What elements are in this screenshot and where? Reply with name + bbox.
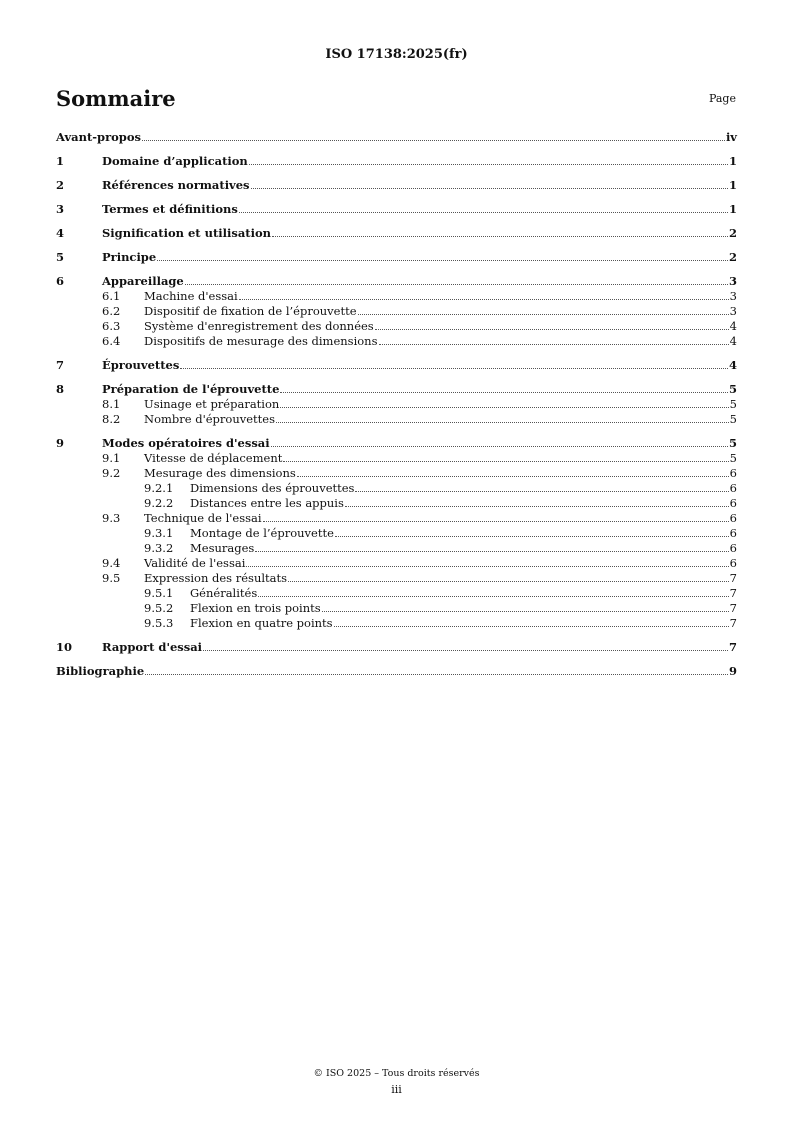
dot-leader [288, 572, 729, 582]
toc-spacer [56, 217, 737, 226]
dot-leader [249, 155, 728, 165]
toc-entry-page: 9 [728, 664, 737, 678]
toc-entry-label: Machine d'essai [144, 289, 238, 303]
toc-entry-page: 1 [728, 202, 737, 216]
page-title: Sommaire [56, 86, 176, 111]
toc-entry-number: 9.1 [102, 451, 121, 465]
toc-entry-page: iv [725, 130, 737, 144]
toc-entry-label: Vitesse de déplacement [144, 451, 283, 465]
toc-entry-page: 3 [729, 304, 737, 318]
toc-entry-label: Rapport d'essai [102, 640, 203, 654]
dot-leader [180, 359, 728, 369]
toc-entry[interactable] [56, 571, 737, 586]
toc-entry-page: 6 [729, 481, 737, 495]
toc-entry-label: Préparation de l'éprouvette [102, 382, 280, 396]
toc-entry-page: 2 [728, 226, 737, 240]
toc-spacer [56, 241, 737, 250]
dot-leader [280, 398, 728, 408]
page-footer [0, 1066, 793, 1098]
dot-leader [239, 290, 729, 300]
dot-leader [276, 413, 729, 423]
toc-entry[interactable] [56, 451, 737, 466]
dot-leader [375, 320, 729, 330]
toc-entry[interactable] [56, 334, 737, 349]
toc-entry-number: 10 [56, 640, 73, 654]
dot-leader [271, 437, 728, 447]
toc-entry[interactable] [56, 511, 737, 526]
dot-leader [283, 452, 728, 462]
toc-spacer [56, 427, 737, 436]
toc-entry-page: 7 [729, 571, 737, 585]
toc-spacer [56, 631, 737, 640]
dot-leader [255, 542, 728, 552]
copyright-notice: © ISO 2025 – Tous droits réservés [313, 1068, 480, 1079]
dot-leader [251, 179, 728, 189]
toc-spacer [56, 655, 737, 664]
toc-entry-number: 8 [56, 382, 65, 396]
toc-entry[interactable] [56, 526, 737, 541]
toc-entry-label: Principe [102, 250, 157, 264]
toc-entry-label: Dispositif de fixation de l’éprouvette [144, 304, 357, 318]
toc-entry[interactable] [56, 202, 737, 217]
toc-entry[interactable] [56, 640, 737, 655]
toc-entry-label: Expression des résultats [144, 571, 288, 585]
toc-entry[interactable] [56, 412, 737, 427]
toc-entry-label: Éprouvettes [102, 358, 180, 372]
toc-entry-label: Usinage et préparation [144, 397, 280, 411]
toc-entry-page: 7 [729, 601, 737, 615]
toc-entry-label: Technique de l'essai [144, 511, 262, 525]
toc-spacer [56, 169, 737, 178]
toc-entry[interactable] [56, 481, 737, 496]
toc-entry-number: 9.2 [102, 466, 121, 480]
toc-entry[interactable] [56, 304, 737, 319]
toc-entry-label: Domaine d’application [102, 154, 248, 168]
toc-entry-number: 3 [56, 202, 65, 216]
toc-entry-number: 6.1 [102, 289, 121, 303]
toc-entry[interactable] [56, 289, 737, 304]
dot-leader [246, 557, 728, 567]
toc-entry-page: 6 [729, 556, 737, 570]
toc-entry-number: 8.2 [102, 412, 121, 426]
toc-entry[interactable] [56, 601, 737, 616]
toc-entry[interactable] [56, 382, 737, 397]
toc-entry-page: 1 [728, 178, 737, 192]
toc-entry-page: 6 [729, 526, 737, 540]
toc-entry-number: 9.5.3 [144, 616, 174, 630]
toc-entry[interactable] [56, 319, 737, 334]
toc-entry-page: 4 [729, 334, 737, 348]
toc-entry-number: 6 [56, 274, 65, 288]
toc-entry-number: 6.4 [102, 334, 121, 348]
toc-spacer [56, 145, 737, 154]
toc-entry[interactable] [56, 664, 737, 679]
toc-spacer [56, 193, 737, 202]
toc-entry-number: 9.3.2 [144, 541, 174, 555]
toc-entry[interactable] [56, 274, 737, 289]
dot-leader [203, 641, 728, 651]
toc-entry[interactable] [56, 226, 737, 241]
toc-spacer [56, 373, 737, 382]
dot-leader [272, 227, 728, 237]
toc-spacer [56, 265, 737, 274]
toc-entry[interactable] [56, 586, 737, 601]
dot-leader [142, 131, 725, 141]
toc-entry-page: 5 [729, 412, 737, 426]
table-of-contents [56, 130, 737, 679]
toc-entry-page: 6 [729, 466, 737, 480]
toc-entry-label: Termes et définitions [102, 202, 238, 216]
toc-entry-page: 5 [729, 451, 737, 465]
document-id-header: ISO 17138:2025(fr) [325, 47, 468, 62]
toc-entry-label: Modes opératoires d'essai [102, 436, 270, 450]
toc-entry-label: Nombre d'éprouvettes [144, 412, 275, 426]
toc-entry-number: 9.3 [102, 511, 121, 525]
dot-leader [322, 602, 729, 612]
toc-entry[interactable] [56, 616, 737, 631]
toc-entry-number: 6.2 [102, 304, 121, 318]
toc-entry-page: 6 [729, 496, 737, 510]
dot-leader [185, 275, 728, 285]
toc-entry[interactable] [56, 154, 737, 169]
toc-entry-number: 8.1 [102, 397, 121, 411]
toc-entry-label: Avant-propos [56, 130, 141, 144]
toc-entry-page: 3 [728, 274, 737, 288]
toc-entry-label: Signification et utilisation [102, 226, 272, 240]
toc-entry-page: 4 [729, 319, 737, 333]
toc-spacer [56, 349, 737, 358]
title-row [56, 86, 736, 112]
toc-entry-number: 9.3.1 [144, 526, 174, 540]
toc-entry-number: 9.2.1 [144, 481, 174, 495]
toc-entry-page: 7 [729, 616, 737, 630]
toc-entry-number: 7 [56, 358, 65, 372]
toc-entry-number: 9.2.2 [144, 496, 174, 510]
toc-entry[interactable] [56, 556, 737, 571]
toc-entry[interactable] [56, 436, 737, 451]
dot-leader [157, 251, 728, 261]
toc-entry-label: Montage de l’éprouvette [190, 526, 334, 540]
dot-leader [263, 512, 729, 522]
toc-entry-page: 2 [728, 250, 737, 264]
toc-entry-label: Dimensions des éprouvettes [190, 481, 355, 495]
toc-entry-label: Flexion en trois points [190, 601, 321, 615]
toc-entry-label: Bibliographie [56, 664, 145, 678]
toc-entry-number: 4 [56, 226, 65, 240]
dot-leader [297, 467, 729, 477]
toc-entry[interactable] [56, 496, 737, 511]
toc-entry-label: Généralités [190, 586, 258, 600]
toc-entry-page: 5 [728, 382, 737, 396]
toc-entry-page: 7 [729, 586, 737, 600]
toc-entry-label: Références normatives [102, 178, 250, 192]
dot-leader [358, 305, 729, 315]
toc-entry-page: 5 [729, 397, 737, 411]
toc-entry-number: 6.3 [102, 319, 121, 333]
toc-entry-number: 9.5.1 [144, 586, 174, 600]
dot-leader [335, 527, 729, 537]
toc-entry[interactable] [56, 130, 737, 145]
toc-entry-page: 3 [729, 289, 737, 303]
toc-entry-page: 5 [728, 436, 737, 450]
dot-leader [345, 497, 729, 507]
page-column-label: Page [708, 92, 736, 105]
dot-leader [239, 203, 728, 213]
page-number: iii [391, 1083, 402, 1096]
toc-entry[interactable] [56, 250, 737, 265]
toc-entry-label: Système d'enregistrement des données [144, 319, 374, 333]
toc-entry-number: 9 [56, 436, 65, 450]
toc-entry[interactable] [56, 178, 737, 193]
toc-entry-number: 9.5 [102, 571, 121, 585]
toc-entry-number: 1 [56, 154, 65, 168]
toc-entry-page: 6 [729, 541, 737, 555]
toc-entry[interactable] [56, 466, 737, 481]
toc-entry-page: 4 [728, 358, 737, 372]
toc-entry-page: 1 [728, 154, 737, 168]
toc-entry[interactable] [56, 358, 737, 373]
toc-entry-number: 5 [56, 250, 65, 264]
toc-entry-page: 6 [729, 511, 737, 525]
toc-entry-number: 9.5.2 [144, 601, 174, 615]
dot-leader [334, 617, 729, 627]
toc-entry[interactable] [56, 397, 737, 412]
dot-leader [355, 482, 728, 492]
toc-entry-label: Flexion en quatre points [190, 616, 333, 630]
toc-entry-label: Distances entre les appuis [190, 496, 344, 510]
toc-entry-label: Validité de l'essai [144, 556, 246, 570]
dot-leader [280, 383, 728, 393]
dot-leader [379, 335, 729, 345]
toc-entry-number: 9.4 [102, 556, 121, 570]
toc-entry-label: Mesurage des dimensions [144, 466, 296, 480]
toc-entry-label: Dispositifs de mesurage des dimensions [144, 334, 378, 348]
dot-leader [258, 587, 728, 597]
toc-entry-label: Appareillage [102, 274, 184, 288]
toc-entry[interactable] [56, 541, 737, 556]
toc-entry-page: 7 [728, 640, 737, 654]
dot-leader [145, 665, 728, 675]
toc-entry-number: 2 [56, 178, 65, 192]
toc-entry-label: Mesurages [190, 541, 255, 555]
